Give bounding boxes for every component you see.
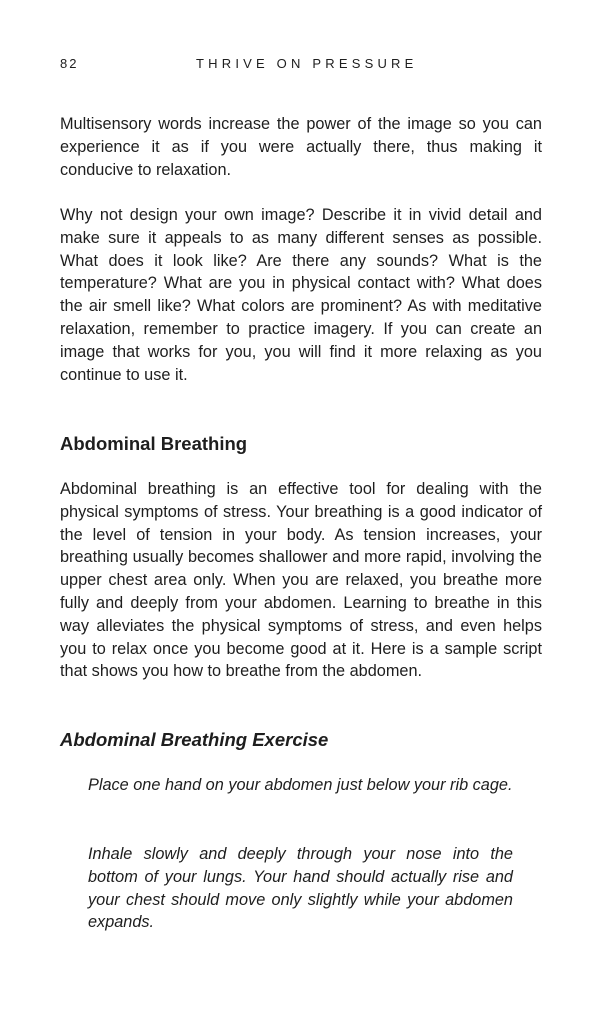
page-number: 82 (60, 56, 79, 71)
exercise-step-hand-placement: Place one hand on your abdomen just below your rib cage. (88, 776, 513, 794)
running-header (60, 56, 542, 74)
exercise-heading: Abdominal Breathing Exercise (60, 729, 329, 750)
paragraph-multisensory: Multisensory words increase the power of the image so you can experience it as if you were actually there, thus making it conducive to relaxation. (60, 115, 542, 179)
paragraph-abdominal-breathing: Abdominal breathing is an effective tool for dealing with the physical symptoms of stress. Your breathing is a good indicator of the level of tension in your body. As tension increases, your breathing usually becomes shallower and more rapid, involving the upper chest area only. When you are relaxed, you breathe more fully and deeply from your abdomen. Learning to breathe in this way alleviates the physical symptoms of stress, and even helps you to relax once you become good at it. Here is a sample script that shows you how to breathe from the abdomen. (60, 480, 542, 681)
book-title: THRIVE ON PRESSURE (196, 56, 418, 71)
exercise-step-inhale: Inhale slowly and deeply through your nose into the bottom of your lungs. Your hand should actually rise and your chest should move only slightly while your abdomen expands. (88, 845, 513, 932)
section-heading-abdominal-breathing: Abdominal Breathing (60, 433, 248, 454)
paragraph-design-image: Why not design your own image? Describe it in vivid detail and make sure it appeals to as many different senses as possible. What does it look like? Are there any sounds? What is the temperature? What are you in physical contact with? What does the air smell like? What colors are prominent? As with meditative relaxation, remember to practice imagery. If you can create an image that works for you, you will find it more relaxing as you continue to use it. (60, 206, 542, 384)
